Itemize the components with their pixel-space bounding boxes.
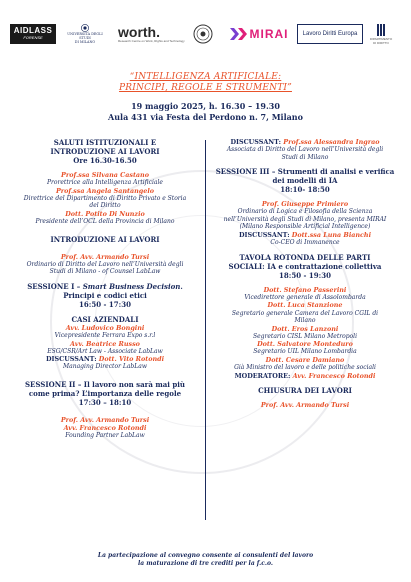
- speaker-name: Dott. Potito Di Nunzio: [65, 209, 145, 218]
- aidlass-logo: AIDLASS FORENSE: [10, 24, 56, 44]
- speaker-name: Dott. Luca Stanzione: [267, 301, 343, 310]
- speaker-name: Prof.ssa Silvana Castano: [61, 171, 149, 179]
- moderator-line: MODERATORE: Avv. Francesco Rotondi: [234, 371, 376, 380]
- department-logo: DIPARTIMENTO DI DIRITTO: [366, 24, 396, 44]
- speaker-name: Dott. Stefano Passerini: [263, 285, 347, 294]
- university-seal-icon: [193, 24, 213, 44]
- lavoro-diritti-europa-logo: Lavoro Diritti Europa: [297, 24, 363, 44]
- speaker-name: Prof. Avv. Armando Tursi: [60, 252, 150, 261]
- seal-logo: [192, 24, 214, 44]
- logo-bar: [10, 24, 401, 46]
- speaker-name: Prof. Giuseppe Primiero: [261, 200, 349, 209]
- event-date-location: 19 maggio 2025, h. 16.30 – 19.30 Aula 431 via Festa del Perdono n. 7, Milano: [108, 101, 303, 122]
- worth-logo: worth. Research Centre on Work, Rights and Technology: [118, 24, 185, 43]
- column-divider: [205, 140, 206, 520]
- speaker-name: Prof. Avv. Armando Tursi: [60, 415, 150, 424]
- speaker-name: Dott. Salvatore Monteduro: [257, 340, 353, 349]
- event-title: “INTELLIGENZA ARTIFICIALE: PRINCIPI, REGOLE E STRUMENTI”: [119, 72, 292, 93]
- unimi-seal-icon: [80, 24, 90, 32]
- credits-footer: La partecipazione al convegno consente ai consulenti del lavoro la maturazione di tre crediti per la f.c.o.: [97, 552, 314, 567]
- unimi-logo: UNIVERSITÀ DEGLI STUDI DI MILANO: [62, 24, 108, 44]
- speaker-name: Avv. Ludovico Bongini: [65, 323, 145, 332]
- speaker-name: Avv. Francesco Rotondi: [63, 424, 147, 433]
- speaker-name: Avv. Beatrice Russo: [70, 339, 140, 348]
- speaker-name: Prof. Avv. Armando Tursi: [260, 400, 350, 409]
- mirai-chevrons-icon: [230, 28, 250, 40]
- mirai-logo: MIRAI: [224, 24, 294, 44]
- program-left-column: SALUTI ISTITUZIONALI E INTRODUZIONE AI LAVORI Ore 16.30-16.50 Prof.ssa Silvana Castano Prorettrice alla Intelligenza Artificiale Prof.ssa Angela Santangelo Direttrice del Dipartimento di Diritto Privato e Storia del Diritto Dott. Potito Di Nunzio Presidente dell’OCL della Provincia di Milano INTRODUZIONE AI LAVORI Prof. Avv. Armando Tursi Ordinario di Diritto del Lavoro nell’Università degli Studi di Milano - of Counsel LabLaw SESSIONE I – Smart Business Decision. Principi e codici etici 16:50 - 17:30 CASI AZIENDALI Avv. Ludovico Bongini Vicepresidente Ferrara Expo s.r.l Avv. Beatrice Russo ESG/CSR/Art Law - Associate LabLaw DISCUSSANT: Dott. Vito Rotondi Managing Director LabLaw SESSIONE II – Il lavoro non sarà mai più come prima? L’importanza delle regole 17:30 – 18:10 Prof. Avv. Armando Tursi Avv. Francesco Rotondi Founding Partner LabLaw: [12, 138, 198, 440]
- discussant-line: DISCUSSANT: Dott.ssa Luna Bianchi: [238, 230, 372, 239]
- discussant-line: DISCUSSANT: Dott. Vito Rotondi: [45, 355, 164, 364]
- speaker-name: Dott. Eros Lanzoni: [271, 324, 339, 333]
- speaker-name: Dott. Cesare Damiano: [265, 355, 345, 364]
- session-1-heading: SESSIONE I – Smart Business Decision.: [27, 281, 183, 291]
- discussant-line: DISCUSSANT: Prof.ssa Alessandra Ingrao: [230, 138, 380, 146]
- speaker-name: Prof.ssa Angela Santangelo: [55, 186, 155, 195]
- program-right-column: DISCUSSANT: Prof.ssa Alessandra Ingrao Associata di Diritto del Lavoro nell’Università degli Studi di Milano SESSIONE III – Strumenti di analisi e verifica dei modelli di IA 18:10- 18:50 Prof. Giuseppe Primiero Ordinario di Logica e Filosofia della Scienza nell’Università degli Studi di Milano, presenta MIRAI (Milano Responsible Artificial Intelligence) DISCUSSANT: Dott.ssa Luna Bianchi Co-CEO di Immanence TAVOLA ROTONDA DELLE PARTI SOCIALI: IA e contrattazione collettiva 18:50 - 19:30 Dott. Stefano Passerini Vicedirettore generale di Assolombarda Dott. Luca Stanzione Segretario generale Camera del Lavoro CGIL di Milano Dott. Eros Lanzoni Segretario CISL Milano Metropoli Dott. Salvatore Monteduro Segretario UIL Milano Lombardia Dott. Cesare Damiano Già Ministro del lavoro e delle politiche sociali MODERATORE: Avv. Francesco Rotondi CHIUSURA DEI LAVORI Prof. Avv. Armando Tursi: [212, 138, 398, 409]
